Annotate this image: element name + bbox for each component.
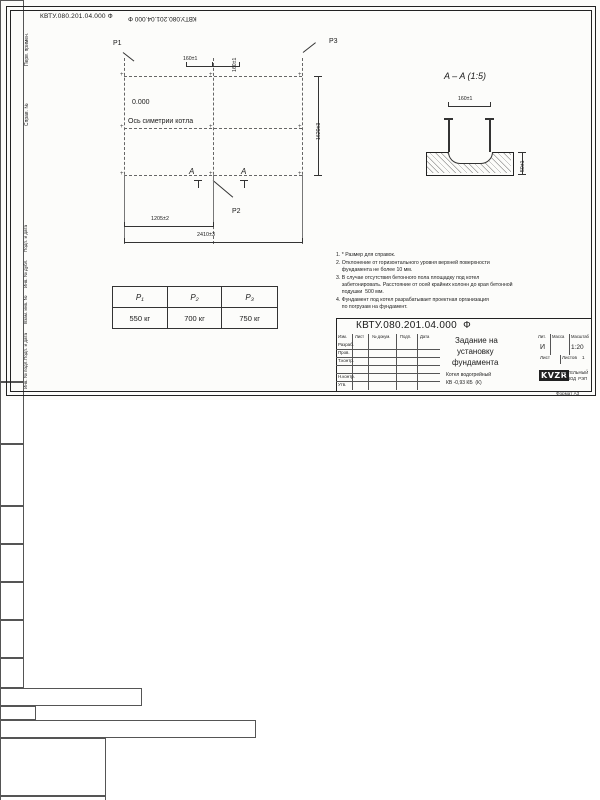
zero-level-box [0, 706, 36, 720]
anchor-bolt-head-left [444, 118, 453, 120]
stamp-header-data: Дата [420, 334, 430, 339]
anchor-bolt-left [448, 118, 450, 152]
dim-tick [302, 238, 303, 243]
stamp-row-label-prov: Пров. [338, 350, 350, 355]
company-logo: KVZR [541, 371, 568, 380]
sheet-col-div [560, 355, 561, 364]
stamp-row-div-3 [336, 365, 440, 366]
axis-symmetry-label: Ось симетрии котла [128, 118, 194, 125]
stamp-grid [0, 738, 106, 796]
section-title: A – A (1:5) [444, 71, 487, 81]
dim-top-right-value: 160±1 [232, 57, 238, 72]
load-header-p2: P₂ [167, 287, 222, 308]
load-value-p3: 750 кг [222, 308, 278, 329]
note-3: 3. В случае отсутствия бетонного пола площадку под котел [336, 275, 480, 281]
load-header-p1: P₁ [113, 287, 168, 308]
stamp-header-podp: Подп. [400, 334, 412, 339]
anchor-mark: + [209, 72, 213, 78]
lit-label: Лит. [538, 334, 546, 339]
product-line-1: Котел водогрейный [446, 372, 492, 378]
note-3-cont2: подушки 500 мм. [336, 289, 384, 295]
title-designation: КВТУ.080.201.04.000 Ф [356, 320, 472, 331]
table-row-values [113, 308, 278, 329]
label-inv-podl: Инв. № подл. [23, 360, 28, 389]
section-arrow-right-bar [240, 180, 248, 181]
scale-label: Масштаб [571, 334, 589, 339]
plan-axis-middle [124, 128, 302, 129]
sheets-value: 1 [582, 355, 585, 360]
mass-label: Масса [552, 334, 565, 339]
dim-line-top-left [186, 66, 212, 67]
note-1: 1. * Размер для справок. [336, 252, 396, 258]
label-first-use: Перв. примен. [24, 32, 30, 66]
dim-top-left-value: 160±1 [183, 56, 198, 62]
stamp-row-div-5 [336, 381, 440, 382]
note-4-cont: по погрузам на фундамент. [336, 304, 408, 310]
dim-tick [239, 62, 240, 67]
dim-tick [124, 238, 125, 243]
dim-tick [213, 222, 214, 227]
anchor-mark: + [298, 72, 302, 78]
load-value-p2: 700 кг [167, 308, 222, 329]
stamp-header-list: Лист [355, 334, 365, 339]
stamp-header-dokum: № докум. [372, 334, 391, 339]
left-cell-sign-4 [0, 620, 24, 658]
stamp-header-row [0, 796, 106, 800]
dim-tick-h [314, 76, 322, 77]
mass-col-div [569, 334, 570, 355]
ext-line-left [124, 175, 125, 241]
section-arrow-right [244, 180, 245, 188]
stamp-row-label-utv: Утв. [338, 382, 347, 387]
dim-tick [490, 102, 491, 107]
company-line-1: КОТЕЛЬНЫЙ [562, 370, 589, 375]
section-width-value: 160±1 [458, 96, 473, 102]
left-cell-sign-1 [0, 506, 24, 544]
sheet-label: Лист [540, 355, 550, 360]
label-sign-date-2: Подп. и дата [23, 332, 28, 360]
anchor-bolt-head-right [485, 118, 494, 120]
label-reference: Справ. № [24, 103, 30, 126]
dim-outer-value: 2410±3 [197, 232, 215, 238]
stamp-row-label-nkontr: Н.контр. [338, 374, 355, 379]
left-cell-reference [0, 444, 24, 506]
anchor-mark: + [120, 171, 124, 177]
product-line-2: КВ -0,93 КБ (К) [446, 380, 482, 386]
dim-right-vertical-value: 1620±3 [316, 122, 322, 140]
note-4: 4. Фундамент под котел разрабатывает проектная организация [336, 297, 489, 303]
top-designation-box [0, 688, 142, 706]
zero-level-text: 0.000 [132, 99, 150, 106]
stamp-header-izm: Изм. [338, 334, 347, 339]
sheets-label: Листов [562, 355, 577, 360]
left-cell-sign-5 [0, 658, 24, 688]
label-vzam-inv: Взам. инв. № [23, 295, 28, 324]
dim-line-outer [124, 242, 302, 243]
point-label-p1: P1 [113, 40, 122, 47]
section-arrow-left-bar [194, 180, 202, 181]
dim-tick-h [314, 175, 322, 176]
stamp-row-div-1 [336, 349, 440, 350]
foundation-recess [448, 152, 493, 164]
anchor-mark: + [209, 124, 213, 130]
section-arrow-left [198, 180, 199, 188]
title-line-2: установку [457, 347, 494, 356]
lit-value: И [540, 344, 546, 351]
anchor-mark: + [298, 124, 302, 130]
stamp-row-label-razrab: Разраб. [338, 342, 354, 347]
dim-tick [124, 222, 125, 227]
dim-tick-h [518, 174, 526, 175]
left-cell-sign-3 [0, 582, 24, 620]
dim-tick-h [518, 152, 526, 153]
anchor-mark: + [120, 72, 124, 78]
section-mark-a-right: A [241, 167, 247, 176]
title-designation-row [0, 720, 256, 738]
load-header-p3: P₃ [222, 287, 278, 308]
note-3-cont1: забетонировать. Расстояние от осей крайних колонн до края бетонной [336, 282, 513, 288]
section-height-value: 50±1 [520, 160, 526, 172]
left-cell-sign-2 [0, 544, 24, 582]
stamp-row-label-tkontr: Т.контр. [338, 358, 354, 363]
anchor-mark: + [298, 171, 302, 177]
top-designation-text: КВТУ.080.201.04.000 Ф [40, 13, 113, 20]
table-row-headers [113, 287, 278, 308]
dim-tick [448, 102, 449, 107]
anchor-mark: + [120, 124, 124, 130]
section-dim-line-width [448, 106, 490, 107]
top-designation-mirror: КВТУ.080.201.04.000 Ф [128, 14, 197, 22]
title-line-1: Задание на [455, 336, 498, 345]
section-mark-a-left: A [189, 167, 195, 176]
anchor-mark: + [209, 171, 213, 177]
point-label-p2: P2 [232, 208, 241, 215]
lit-col-div [550, 334, 551, 355]
dim-inner-value: 1205±2 [151, 216, 169, 222]
scale-value: 1:20 [571, 344, 584, 351]
point-label-p3: P3 [329, 38, 338, 45]
ext-line-mid [213, 175, 214, 225]
dim-tick [186, 62, 187, 67]
format-label: Формат А3 [556, 391, 580, 396]
label-inv-dup: Инв. № дубл. [23, 259, 28, 288]
anchor-bolt-right [489, 118, 491, 152]
label-sign-date-1: Подп. и дата [23, 224, 28, 252]
dim-line-inner [124, 226, 213, 227]
plan-grid-top [124, 76, 302, 77]
note-2: 2. Отклонение от горизонтального уровня верхней поверхности [336, 260, 490, 266]
load-value-p1: 550 кг [113, 308, 168, 329]
load-table [112, 286, 278, 329]
company-line-2: ЗАВОД РЭП [562, 376, 588, 381]
title-line-3: фундамента [452, 358, 499, 367]
note-2-cont: фундамента не более 10 мм. [336, 267, 413, 273]
ext-line-right [302, 175, 303, 241]
